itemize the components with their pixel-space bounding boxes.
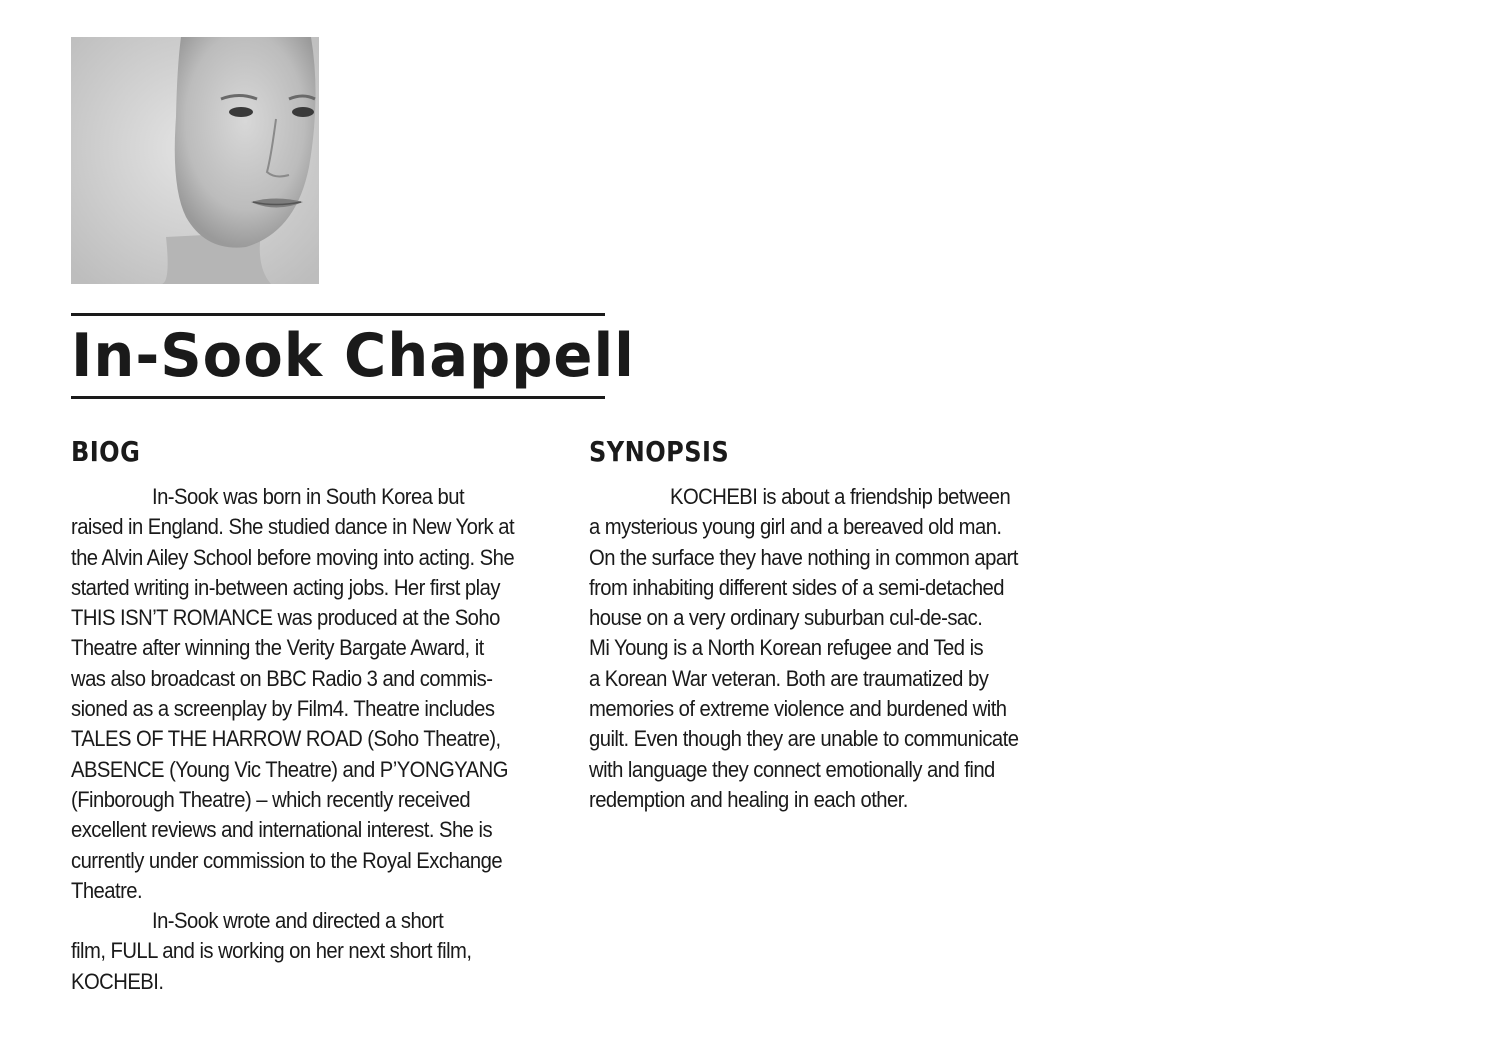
text-line: the Alvin Ailey School before moving into acting. She (71, 544, 515, 570)
text-line: ABSENCE (Young Vic Theatre) and P’YONGYANG (71, 756, 508, 782)
text-line: raised in England. She studied dance in New York at (71, 514, 515, 540)
biog-paragraph-1 (71, 482, 561, 906)
text-line: TALES OF THE HARROW ROAD (Soho Theatre), (71, 726, 501, 752)
text-line: KOCHEBI. (71, 968, 164, 994)
synopsis-paragraph (589, 482, 1069, 815)
synopsis-section (589, 432, 1069, 815)
text-line: a Korean War veteran. Both are traumatized by (589, 665, 989, 691)
text-line: guilt. Even though they are unable to communicate (589, 726, 1019, 752)
biog-section (71, 432, 561, 997)
text-line: with language they connect emotionally and find (589, 756, 995, 782)
text-line: THIS ISN’T ROMANCE was produced at the Soho (71, 605, 500, 631)
name-title-block (71, 313, 635, 399)
text-line: On the surface they have nothing in common apart (589, 544, 1018, 570)
text-line: film, FULL and is working on her next short film, (71, 938, 472, 964)
biog-heading: BIOG (71, 435, 141, 468)
text-line: started writing in-between acting jobs. Her first play (71, 574, 500, 600)
text-line: excellent reviews and international interest. She is (71, 817, 493, 843)
text-line: Theatre after winning the Verity Bargate Award, it (71, 635, 484, 661)
text-line: In-Sook wrote and directed a short (152, 908, 444, 934)
text-line: a mysterious young girl and a bereaved old man. (589, 514, 1002, 540)
text-line: currently under commission to the Royal Exchange (71, 847, 503, 873)
text-line: from inhabiting different sides of a semi-detached (589, 574, 1005, 600)
portrait-face-illustration (71, 37, 319, 284)
text-line: KOCHEBI is about a friendship between (670, 484, 1011, 509)
text-line: Mi Young is a North Korean refugee and Ted is (589, 635, 984, 661)
text-line: house on a very ordinary suburban cul-de-sac. (589, 605, 983, 631)
author-portrait-photo (71, 37, 319, 284)
text-line: (Finborough Theatre) – which recently received (71, 786, 471, 812)
text-line: memories of extreme violence and burdened with (589, 696, 1007, 722)
text-line: Theatre. (71, 877, 143, 903)
biog-paragraph-2 (71, 906, 561, 997)
text-line: was also broadcast on BBC Radio 3 and commis- (71, 665, 493, 691)
text-line: sioned as a screenplay by Film4. Theatre includes (71, 696, 495, 722)
author-name-title: In-Sook Chappell (71, 321, 635, 391)
synopsis-heading: SYNOPSIS (589, 435, 730, 468)
text-line: redemption and healing in each other. (589, 786, 908, 812)
text-line: In-Sook was born in South Korea but (152, 484, 465, 509)
